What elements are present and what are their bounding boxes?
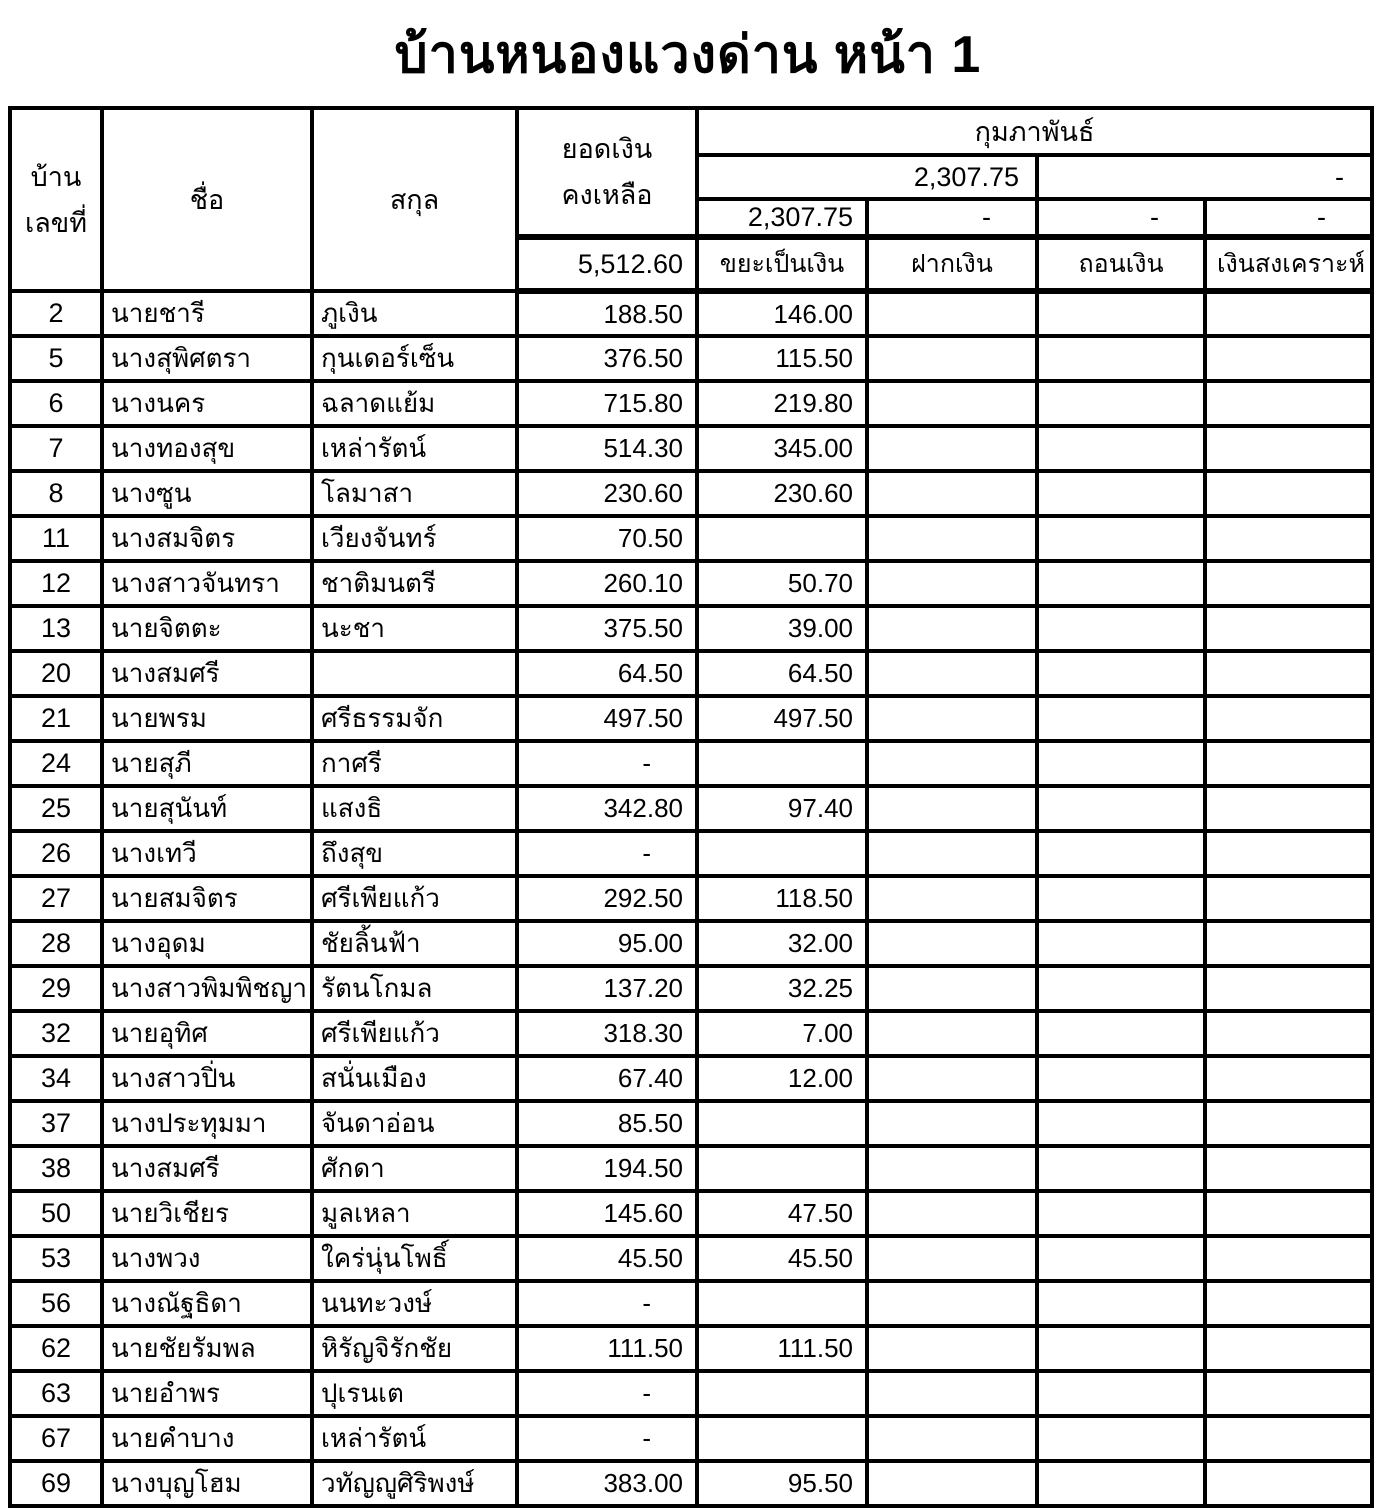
withdraw-cell: [1037, 1191, 1205, 1236]
name-cell: นายจิตตะ: [102, 606, 312, 651]
waste-amount-cell: 230.60: [697, 471, 867, 516]
welfare-cell: [1205, 831, 1372, 876]
table-row: [10, 606, 1372, 651]
page-title: บ้านหนองแวงด่าน หน้า 1: [394, 25, 982, 84]
table-row: [10, 921, 1372, 966]
table-row: [10, 696, 1372, 741]
waste-amount-cell: 345.00: [697, 426, 867, 471]
waste-amount-cell: 32.00: [697, 921, 867, 966]
house-number-cell: 2: [10, 291, 102, 336]
balance-cell: 70.50: [517, 516, 697, 561]
deposit-cell: [867, 471, 1037, 516]
surname-cell: ภูเงิน: [312, 291, 517, 336]
table-row: [10, 291, 1372, 336]
table-row: [10, 1056, 1372, 1101]
deposit-cell: [867, 1056, 1037, 1101]
name-cell: นางบุญโฮม: [102, 1461, 312, 1506]
deposit-cell: [867, 1371, 1037, 1416]
header-waste-money: ขยะเป็นเงิน: [697, 237, 867, 291]
deposit-cell: [867, 741, 1037, 786]
table-row: [10, 1326, 1372, 1371]
balance-cell: 342.80: [517, 786, 697, 831]
withdraw-cell: [1037, 1011, 1205, 1056]
waste-amount-cell: [697, 1371, 867, 1416]
name-cell: นายสุนันท์: [102, 786, 312, 831]
header-balance: [517, 108, 697, 237]
withdraw-cell: [1037, 471, 1205, 516]
deposit-cell: [867, 606, 1037, 651]
waste-amount-cell: 39.00: [697, 606, 867, 651]
deposit-cell: [867, 651, 1037, 696]
withdraw-cell: [1037, 1281, 1205, 1326]
welfare-cell: [1205, 1011, 1372, 1056]
table-row: [10, 966, 1372, 1011]
withdraw-cell: [1037, 651, 1205, 696]
surname-cell: [312, 651, 517, 696]
surname-cell: แสงธิ: [312, 786, 517, 831]
withdraw-cell: [1037, 1236, 1205, 1281]
balance-cell: -: [517, 741, 697, 786]
house-number-cell: 8: [10, 471, 102, 516]
table-row: [10, 516, 1372, 561]
table-row: [10, 381, 1372, 426]
balance-cell: 260.10: [517, 561, 697, 606]
withdraw-cell: [1037, 561, 1205, 606]
deposit-cell: [867, 1101, 1037, 1146]
name-cell: นายชัยรัมพล: [102, 1326, 312, 1371]
surname-cell: นนทะวงษ์: [312, 1281, 517, 1326]
house-number-cell: 62: [10, 1326, 102, 1371]
waste-amount-cell: 45.50: [697, 1236, 867, 1281]
withdraw-cell: [1037, 516, 1205, 561]
welfare-cell: [1205, 741, 1372, 786]
house-number-cell: 20: [10, 651, 102, 696]
deposit-cell: [867, 561, 1037, 606]
welfare-cell: [1205, 1191, 1372, 1236]
table-row: [10, 471, 1372, 516]
table-row: [10, 786, 1372, 831]
table-body: [10, 291, 1372, 1506]
name-cell: นางสาวปิ่น: [102, 1056, 312, 1101]
balance-cell: 292.50: [517, 876, 697, 921]
balance-cell: 188.50: [517, 291, 697, 336]
name-cell: นางซูน: [102, 471, 312, 516]
balance-cell: 194.50: [517, 1146, 697, 1191]
house-number-cell: 27: [10, 876, 102, 921]
welfare-cell: [1205, 1371, 1372, 1416]
house-number-cell: 12: [10, 561, 102, 606]
surname-cell: สนั่นเมือง: [312, 1056, 517, 1101]
welfare-cell: [1205, 1056, 1372, 1101]
withdraw-cell: [1037, 1326, 1205, 1371]
surname-cell: ศรีธรรมจัก: [312, 696, 517, 741]
welfare-cell: [1205, 1281, 1372, 1326]
welfare-cell: [1205, 291, 1372, 336]
house-number-cell: 63: [10, 1371, 102, 1416]
house-number-cell: 67: [10, 1416, 102, 1461]
name-cell: นางสาวพิมพิชญา: [102, 966, 312, 1011]
house-number-cell: 29: [10, 966, 102, 1011]
withdraw-cell: [1037, 291, 1205, 336]
balance-cell: 95.00: [517, 921, 697, 966]
table-row: [10, 1371, 1372, 1416]
welfare-cell: [1205, 1101, 1372, 1146]
house-number-cell: 69: [10, 1461, 102, 1506]
welfare-cell: [1205, 1146, 1372, 1191]
waste-amount-cell: [697, 831, 867, 876]
waste-amount-cell: 12.00: [697, 1056, 867, 1101]
withdraw-cell: [1037, 606, 1205, 651]
ledger-table: [8, 106, 1374, 1508]
table-row: [10, 876, 1372, 921]
house-number-cell: 11: [10, 516, 102, 561]
name-cell: นายอำพร: [102, 1371, 312, 1416]
withdraw-cell: [1037, 966, 1205, 1011]
table-row: [10, 1146, 1372, 1191]
header-balance-line1: ยอดเงิน: [561, 134, 653, 164]
surname-cell: ศรีเพียแก้ว: [312, 1011, 517, 1056]
withdraw-column-total: -: [1037, 199, 1205, 237]
balance-total: 5,512.60: [517, 237, 697, 291]
surname-cell: โลมาสา: [312, 471, 517, 516]
deposit-cell: [867, 831, 1037, 876]
table-row: [10, 1461, 1372, 1506]
waste-amount-cell: 95.50: [697, 1461, 867, 1506]
table-row: [10, 1281, 1372, 1326]
header-house-number: [10, 108, 102, 291]
waste-amount-cell: 146.00: [697, 291, 867, 336]
header-house-line2: เลขที่: [24, 207, 88, 238]
withdraw-cell: [1037, 831, 1205, 876]
house-number-cell: 53: [10, 1236, 102, 1281]
waste-amount-cell: 64.50: [697, 651, 867, 696]
house-number-cell: 28: [10, 921, 102, 966]
header-surname: สกุล: [312, 108, 517, 291]
balance-cell: 67.40: [517, 1056, 697, 1101]
table-row: [10, 1416, 1372, 1461]
table-row: [10, 651, 1372, 696]
withdraw-cell: [1037, 1416, 1205, 1461]
waste-column-total: 2,307.75: [697, 199, 867, 237]
balance-cell: 230.60: [517, 471, 697, 516]
deposit-cell: [867, 516, 1037, 561]
balance-cell: 375.50: [517, 606, 697, 651]
table-row: [10, 336, 1372, 381]
surname-cell: ถึงสุข: [312, 831, 517, 876]
name-cell: นางประทุมมา: [102, 1101, 312, 1146]
house-number-cell: 38: [10, 1146, 102, 1191]
withdraw-cell: [1037, 1146, 1205, 1191]
waste-amount-cell: 219.80: [697, 381, 867, 426]
surname-cell: ฉลาดแย้ม: [312, 381, 517, 426]
header-withdraw: ถอนเงิน: [1037, 237, 1205, 291]
table-row: [10, 426, 1372, 471]
surname-cell: เวียงจันทร์: [312, 516, 517, 561]
withdraw-cell: [1037, 426, 1205, 471]
balance-cell: 376.50: [517, 336, 697, 381]
waste-amount-cell: 115.50: [697, 336, 867, 381]
name-cell: นางสาวจันทรา: [102, 561, 312, 606]
withdraw-cell: [1037, 1056, 1205, 1101]
name-cell: นายคำบาง: [102, 1416, 312, 1461]
house-number-cell: 13: [10, 606, 102, 651]
withdraw-cell: [1037, 741, 1205, 786]
welfare-cell: [1205, 786, 1372, 831]
balance-cell: -: [517, 1416, 697, 1461]
surname-cell: ชัยลิ้นฟ้า: [312, 921, 517, 966]
table-row: [10, 831, 1372, 876]
withdraw-cell: [1037, 1371, 1205, 1416]
welfare-cell: [1205, 336, 1372, 381]
house-number-cell: 26: [10, 831, 102, 876]
balance-cell: 145.60: [517, 1191, 697, 1236]
name-cell: นายวิเชียร: [102, 1191, 312, 1236]
waste-amount-cell: 50.70: [697, 561, 867, 606]
house-number-cell: 7: [10, 426, 102, 471]
surname-cell: ศักดา: [312, 1146, 517, 1191]
month-sum-left: 2,307.75: [697, 155, 1037, 199]
welfare-cell: [1205, 606, 1372, 651]
balance-cell: -: [517, 1371, 697, 1416]
waste-amount-cell: 111.50: [697, 1326, 867, 1371]
name-cell: นายอุทิศ: [102, 1011, 312, 1056]
deposit-cell: [867, 1281, 1037, 1326]
surname-cell: กาศรี: [312, 741, 517, 786]
table-row: [10, 1191, 1372, 1236]
deposit-cell: [867, 381, 1037, 426]
house-number-cell: 25: [10, 786, 102, 831]
withdraw-cell: [1037, 876, 1205, 921]
deposit-cell: [867, 1146, 1037, 1191]
name-cell: นางณัฐธิดา: [102, 1281, 312, 1326]
welfare-cell: [1205, 1236, 1372, 1281]
header-house-line1: บ้าน: [30, 161, 82, 192]
welfare-cell: [1205, 516, 1372, 561]
name-cell: นางทองสุข: [102, 426, 312, 471]
balance-cell: -: [517, 831, 697, 876]
month-sum-right: -: [1037, 155, 1372, 199]
surname-cell: วทัญญูศิริพงษ์: [312, 1461, 517, 1506]
withdraw-cell: [1037, 696, 1205, 741]
deposit-cell: [867, 1461, 1037, 1506]
table-row: [10, 1236, 1372, 1281]
welfare-cell: [1205, 426, 1372, 471]
withdraw-cell: [1037, 1461, 1205, 1506]
deposit-cell: [867, 336, 1037, 381]
name-cell: นางอุดม: [102, 921, 312, 966]
surname-cell: ใคร่นุ่นโพธิ์: [312, 1236, 517, 1281]
waste-amount-cell: [697, 1146, 867, 1191]
waste-amount-cell: 118.50: [697, 876, 867, 921]
withdraw-cell: [1037, 336, 1205, 381]
surname-cell: รัตนโกมล: [312, 966, 517, 1011]
welfare-cell: [1205, 381, 1372, 426]
welfare-cell: [1205, 1416, 1372, 1461]
welfare-cell: [1205, 876, 1372, 921]
welfare-cell: [1205, 471, 1372, 516]
surname-cell: กุนเดอร์เซ็น: [312, 336, 517, 381]
withdraw-cell: [1037, 921, 1205, 966]
deposit-cell: [867, 966, 1037, 1011]
table-row: [10, 561, 1372, 606]
waste-amount-cell: [697, 741, 867, 786]
house-number-cell: 56: [10, 1281, 102, 1326]
welfare-cell: [1205, 921, 1372, 966]
deposit-cell: [867, 696, 1037, 741]
withdraw-cell: [1037, 786, 1205, 831]
balance-cell: 64.50: [517, 651, 697, 696]
name-cell: นางสมจิตร: [102, 516, 312, 561]
balance-cell: 497.50: [517, 696, 697, 741]
waste-amount-cell: 7.00: [697, 1011, 867, 1056]
name-cell: นางสมศรี: [102, 651, 312, 696]
house-number-cell: 34: [10, 1056, 102, 1101]
balance-cell: 111.50: [517, 1326, 697, 1371]
name-cell: นายชารี: [102, 291, 312, 336]
deposit-cell: [867, 426, 1037, 471]
house-number-cell: 37: [10, 1101, 102, 1146]
waste-amount-cell: 47.50: [697, 1191, 867, 1236]
house-number-cell: 5: [10, 336, 102, 381]
waste-amount-cell: [697, 1101, 867, 1146]
surname-cell: จันดาอ่อน: [312, 1101, 517, 1146]
table-row: [10, 741, 1372, 786]
deposit-cell: [867, 1191, 1037, 1236]
header-deposit: ฝากเงิน: [867, 237, 1037, 291]
name-cell: นางเทวี: [102, 831, 312, 876]
name-cell: นางนคร: [102, 381, 312, 426]
balance-cell: 85.50: [517, 1101, 697, 1146]
house-number-cell: 6: [10, 381, 102, 426]
header-balance-line2: คงเหลือ: [561, 180, 653, 210]
deposit-cell: [867, 921, 1037, 966]
welfare-cell: [1205, 696, 1372, 741]
surname-cell: เหล่ารัตน์: [312, 1416, 517, 1461]
waste-amount-cell: [697, 1281, 867, 1326]
surname-cell: นะชา: [312, 606, 517, 651]
waste-amount-cell: 97.40: [697, 786, 867, 831]
name-cell: นายสมจิตร: [102, 876, 312, 921]
house-number-cell: 32: [10, 1011, 102, 1056]
balance-cell: 137.20: [517, 966, 697, 1011]
surname-cell: หิรัญจิรักชัย: [312, 1326, 517, 1371]
welfare-cell: [1205, 966, 1372, 1011]
surname-cell: เหล่ารัตน์: [312, 426, 517, 471]
waste-amount-cell: 32.25: [697, 966, 867, 1011]
balance-cell: 45.50: [517, 1236, 697, 1281]
welfare-cell: [1205, 561, 1372, 606]
welfare-cell: [1205, 1326, 1372, 1371]
deposit-cell: [867, 1326, 1037, 1371]
header-month: กุมภาพันธ์: [697, 108, 1372, 155]
header-welfare: เงินสงเคราะห์: [1205, 237, 1372, 291]
deposit-cell: [867, 291, 1037, 336]
deposit-cell: [867, 876, 1037, 921]
table-header: [10, 108, 1372, 291]
name-cell: นางสมศรี: [102, 1146, 312, 1191]
surname-cell: มูลเหลา: [312, 1191, 517, 1236]
house-number-cell: 21: [10, 696, 102, 741]
waste-amount-cell: [697, 1416, 867, 1461]
deposit-cell: [867, 1416, 1037, 1461]
header-first-name: ชื่อ: [102, 108, 312, 291]
house-number-cell: 50: [10, 1191, 102, 1236]
balance-cell: 715.80: [517, 381, 697, 426]
balance-cell: 318.30: [517, 1011, 697, 1056]
waste-amount-cell: 497.50: [697, 696, 867, 741]
name-cell: นายพรม: [102, 696, 312, 741]
waste-amount-cell: [697, 516, 867, 561]
balance-cell: 383.00: [517, 1461, 697, 1506]
house-number-cell: 24: [10, 741, 102, 786]
deposit-cell: [867, 786, 1037, 831]
table-row: [10, 1011, 1372, 1056]
withdraw-cell: [1037, 381, 1205, 426]
deposit-cell: [867, 1236, 1037, 1281]
balance-cell: 514.30: [517, 426, 697, 471]
surname-cell: ชาติมนตรี: [312, 561, 517, 606]
name-cell: นางพวง: [102, 1236, 312, 1281]
welfare-column-total: -: [1205, 199, 1372, 237]
table-row: [10, 1101, 1372, 1146]
surname-cell: ปุเรนเต: [312, 1371, 517, 1416]
balance-cell: -: [517, 1281, 697, 1326]
welfare-cell: [1205, 1461, 1372, 1506]
deposit-cell: [867, 1011, 1037, 1056]
name-cell: นางสุพิศตรา: [102, 336, 312, 381]
deposit-column-total: -: [867, 199, 1037, 237]
welfare-cell: [1205, 651, 1372, 696]
surname-cell: ศรีเพียแก้ว: [312, 876, 517, 921]
name-cell: นายสุภี: [102, 741, 312, 786]
withdraw-cell: [1037, 1101, 1205, 1146]
